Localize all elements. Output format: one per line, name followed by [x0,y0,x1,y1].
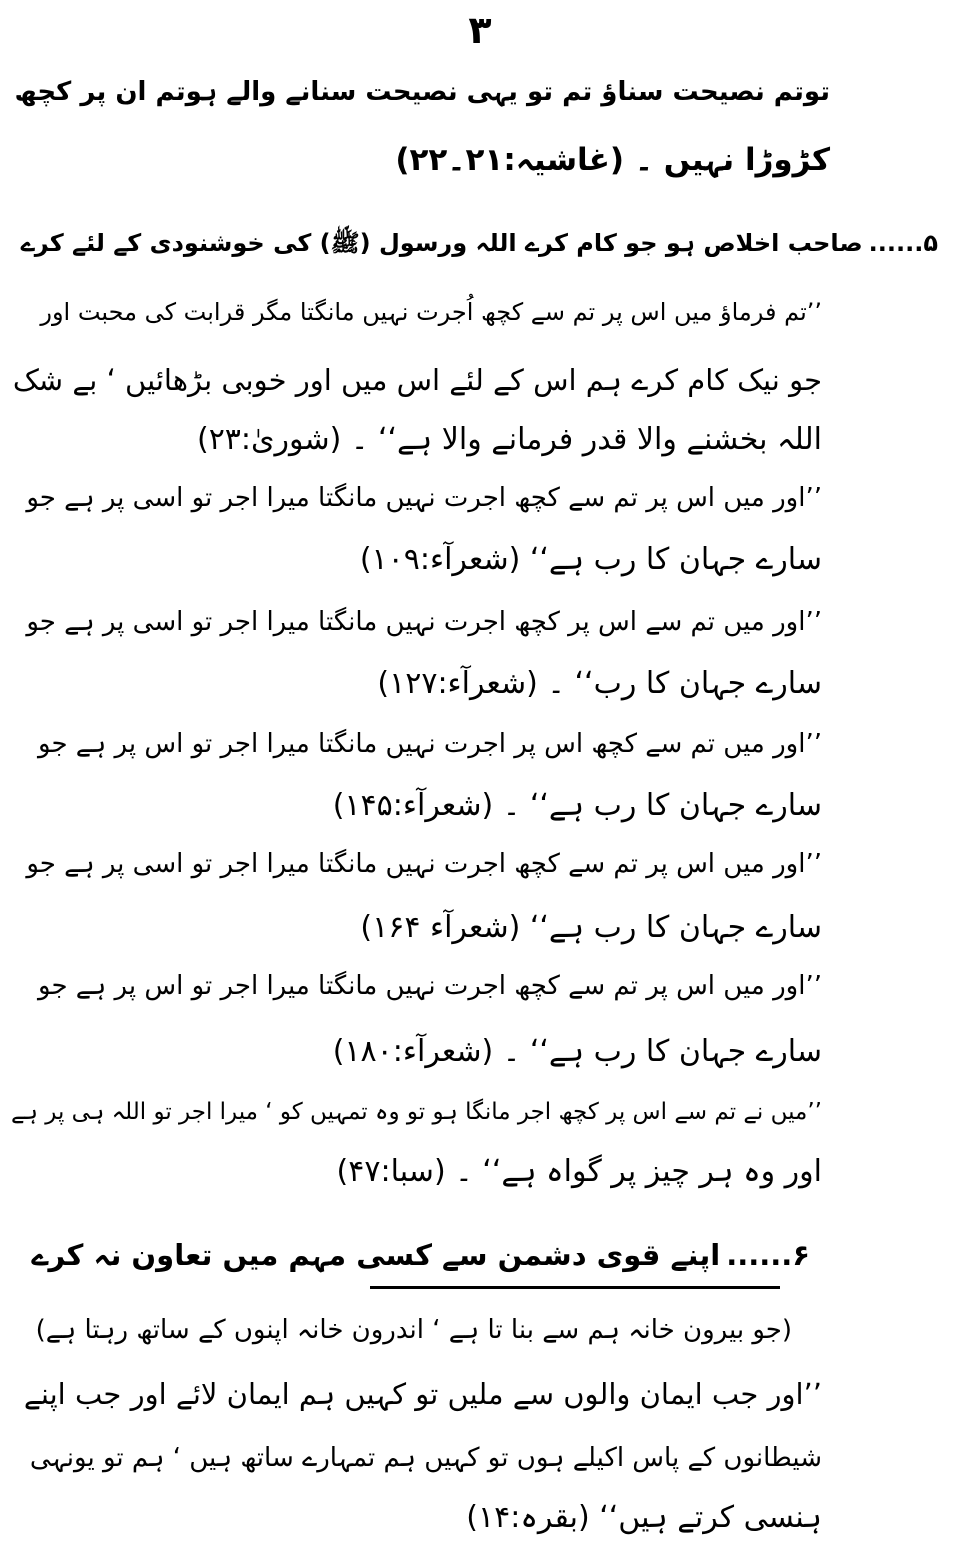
section-6-title: اپنے قوی دشمن سے کسی مہم میں تعاون نہ کرے [31,1238,721,1272]
intro-line: توتم نصیحت سناؤ تم تو یہی نصیحت سنانے والے ہوتم ان پر کچھ [14,77,830,107]
quote-line: اللہ بخشنے والا قدر فرمانے والا ہے‘‘ ۔ (شوریٰ:۲۳) [196,422,822,457]
section-6-underline [370,1286,780,1289]
quote-line: ’’اور میں تم سے کچھ اس پر اجرت نہیں مانگتا میرا اجر تو اس پر ہے جو [38,729,822,759]
quote-line: سارے جہان کا رب ہے‘‘ (شعرآء:۱۰۹) [359,542,822,577]
quote-line: ’’اور جب ایمان والوں سے ملیں تو کہیں ہم ایمان لائے اور جب اپنے [23,1377,822,1411]
quote-line: جو نیک کام کرے ہم اس کے لئے اس میں اور خوبی بڑھائیں ‘ بے شک [12,363,822,397]
quote-line: سارے جہان کا رب ہے‘‘ ۔ (شعرآء:۱۴۵) [332,788,822,823]
quote-line: سارے جہان کا رب ہے‘‘ (شعرآء ۱۶۴) [360,910,822,945]
quote-line: سارے جہان کا رب ہے‘‘ ۔ (شعرآء:۱۸۰) [332,1034,822,1069]
section-6-heading [31,1228,810,1282]
quote-line: ’’میں نے تم سے اس پر کچھ اجر مانگا ہو تو وہ تمہیں کو ‘ میرا اجر تو اللہ ہی پر ہے [11,1099,822,1125]
quote-line: ’’اور میں اس پر تم سے کچھ اجرت نہیں مانگتا میرا اجر تو اس پر ہے جو [38,971,822,1001]
quote-line: ہنسی کرتے ہیں‘‘ (بقرہ:۱۴) [466,1500,822,1535]
section-5-title: صاحب اخلاص ہو جو کام کرے اللہ ورسول (ﷺ) کی خوشنودی کے لئے کرے [20,229,863,257]
section-6-number: ۶...... [726,1238,810,1272]
quote-line: سارے جہان کا رب‘‘ ۔ (شعرآء:۱۲۷) [377,666,822,701]
section-5-number: ۵...... [868,229,938,257]
quote-line: ’’اور میں تم سے اس پر کچھ اجرت نہیں مانگتا میرا اجر تو اسی پر ہے جو [26,607,822,637]
section-5-heading [21,216,938,270]
quote-line: ’’اور میں اس پر تم سے کچھ اجرت نہیں مانگتا میرا اجر تو اسی پر ہے جو [26,483,822,513]
quote-line: شیطانوں کے پاس اکیلے ہوں تو کہیں ہم تمہارے ساتھ ہیں ‘ ہم تو یونہی [29,1443,822,1473]
quote-line: اور وہ ہر چیز پر گواہ ہے‘‘ ۔ (سبا:۴۷) [336,1154,822,1189]
page-number: ۳ [468,8,492,52]
intro-line: کڑوڑا نہیں ۔ (غاشیہ:۲۱۔۲۲) [395,142,830,178]
quote-line: ’’تم فرماؤ میں اس پر تم سے کچھ اُجرت نہیں مانگتا مگر قرابت کی محبت اور [40,298,822,326]
section-6-note: (جو بیرون خانہ ہم سے بنا تا ہے ‘ اندرون خانہ اپنوں کے ساتھ رہتا ہے) [35,1315,792,1345]
quote-line: ’’اور میں اس پر تم سے کچھ اجرت نہیں مانگتا میرا اجر تو اسی پر ہے جو [26,849,822,879]
